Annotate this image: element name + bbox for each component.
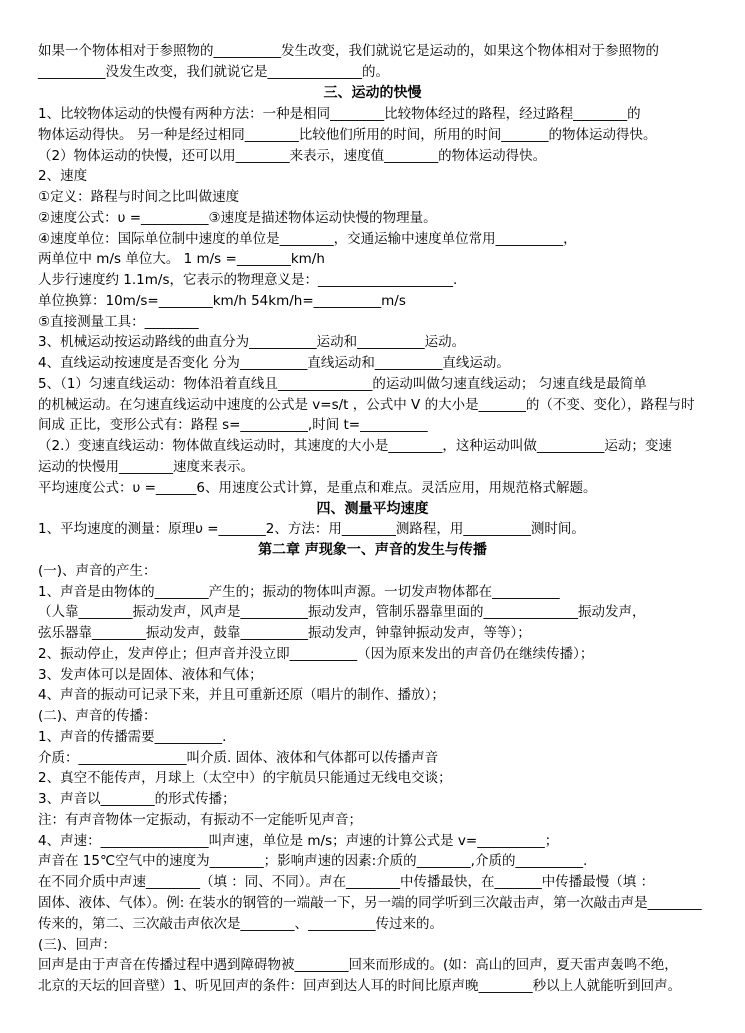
text-line: 运动的快慢用________速度来表示。: [38, 459, 254, 475]
text-line: 间成 正比，变形公式有：路程 s=__________,时间 t=__________: [38, 417, 428, 433]
text-line: 北京的天坛的回音壁）1、听见回声的条件：回声到达人耳的时间比原声晚________秒以上人就能听到回声。: [38, 978, 682, 994]
text-line: 人步行速度约 1.1m/s，它表示的物理意义是：____________________.: [38, 272, 458, 288]
text-line: ⑤直接测量工具：________: [38, 314, 199, 330]
text-line: 两单位中 m/s 单位大。 1 m/s =________km/h: [38, 251, 325, 267]
section-heading: 三、运动的快慢: [323, 85, 422, 101]
text-line: 1、平均速度的测量：原理υ =_______2、方法：用________测路程，用__________测时间。: [38, 521, 585, 537]
text-line: 2、真空不能传声，月球上（太空中）的宇航员只能通过无线电交谈；: [38, 770, 452, 786]
chapter-heading: 第二章 声现象一、声音的发生与传播: [258, 542, 487, 558]
text-line: (二)、声音的传播：: [38, 708, 157, 724]
text-line: ②速度公式：υ =__________③速度是描述物体运动快慢的物理量。: [38, 210, 437, 226]
text-line: 平均速度公式：υ =______6、用速度公式计算，是重点和难点。灵活应用，用规范格式解题。: [38, 480, 597, 496]
text-line: 固体、液体、气体）。例: 在装水的钢管的一端敲一下，另一端的同学听到三次敲击声，第一次敲击声是________: [38, 895, 702, 911]
text-line: 4、声音的振动可记录下来，并且可重新还原（唱片的制作、播放）；: [38, 687, 445, 703]
text-line: 在不同介质中声速________（填 ：同、不同）。声在________中传播最快，在_______中传播最慢（填 ：: [38, 874, 655, 890]
text-line: 注：有声音物体一定振动，有振动不一定能听见声音；: [38, 812, 362, 828]
text-line: 1、声音的传播需要__________.: [38, 729, 227, 745]
text-line: 回声是由于声音在传播过程中遇到障碍物被________回来而形成的。(如：高山的回声，夏天雷声轰鸣不绝，: [38, 957, 678, 973]
text-line: （2）物体运动的快慢，还可以用________来表示，速度值________的物体运动得快。: [38, 148, 547, 164]
text-line: ④速度单位：国际单位制中速度的单位是________，交通运输中速度单位常用__________，: [38, 231, 577, 247]
text-line: (三)、回声：: [38, 937, 117, 953]
text-line: 3、发声体可以是固体、液体和气体；: [38, 667, 263, 683]
text-line: 1、比较物体运动的快慢有两种方法：一种是相同________比较物体经过的路程，经过路程________的: [38, 106, 641, 122]
text-line: 传来的，第二、三次敲击声依次是________、__________传过来的。: [38, 916, 443, 932]
text-line: 5、（1）匀速直线运动：物体沿着直线且______________的运动叫做匀速直线运动； 匀速直线是最简单: [38, 376, 647, 392]
text-line: 介质：________________叫介质. 固体、液体和气体都可以传播声音: [38, 750, 439, 766]
text-line: 声音在 15℃空气中的速度为________；影响声速的因素:介质的________,介质的__________.: [38, 853, 588, 869]
text-line: （人靠________振动发声，风声是__________振动发声，管制乐器靠里面的______________振动发声，: [38, 604, 646, 620]
text-line: 2、速度: [38, 168, 88, 184]
text-line: 的机械运动。在匀速直线运动中速度的公式是 v=s/t ，公式中 V 的大小是_______的（不变、变化），路程与时: [38, 397, 695, 413]
text-line: (一)、声音的产生：: [38, 563, 157, 579]
text-line: 4、直线运动按速度是否变化 分为__________直线运动和__________直线运动。: [38, 355, 510, 371]
text-line: 4、声速：________________叫声速，单位是 m/s；声速的计算公式是 v=__________；: [38, 833, 559, 849]
text-line: 如果一个物体相对于参照物的__________发生改变，我们就说它是运动的，如果这个物体相对于参照物的: [38, 43, 659, 59]
section-heading: 四、测量平均速度: [316, 501, 429, 517]
text-line: ①定义：路程与时间之比叫做速度: [38, 189, 240, 205]
text-line: 物体运动得快。 另一种是经过相同________比较他们所用的时间，所用的时间_______的物体运动得快。: [38, 127, 657, 143]
text-line: 弦乐器靠________振动发声，鼓靠__________振动发声，钟靠钟振动发声，等等）；: [38, 625, 531, 641]
text-line: 单位换算：10m/s=________km/h 54km/h=__________m/s: [38, 293, 406, 309]
text-line: __________没发生改变，我们就说它是______________的。: [38, 64, 389, 80]
text-line: 1、声音是由物体的________产生的；振动的物体叫声源。一切发声物体都在__________: [38, 584, 560, 600]
text-line: 2、振动停止，发声停止；但声音并没立即__________（因为原来发出的声音仍在继续传播）；: [38, 646, 594, 662]
text-line: 3、声音以________的形式传播；: [38, 791, 236, 807]
text-line: （2.）变速直线运动：物体做直线运动时，其速度的大小是________，这种运动叫做__________运动；变速: [38, 438, 672, 454]
text-line: 3、机械运动按运动路线的曲直分为__________运动和__________运动。: [38, 334, 466, 350]
